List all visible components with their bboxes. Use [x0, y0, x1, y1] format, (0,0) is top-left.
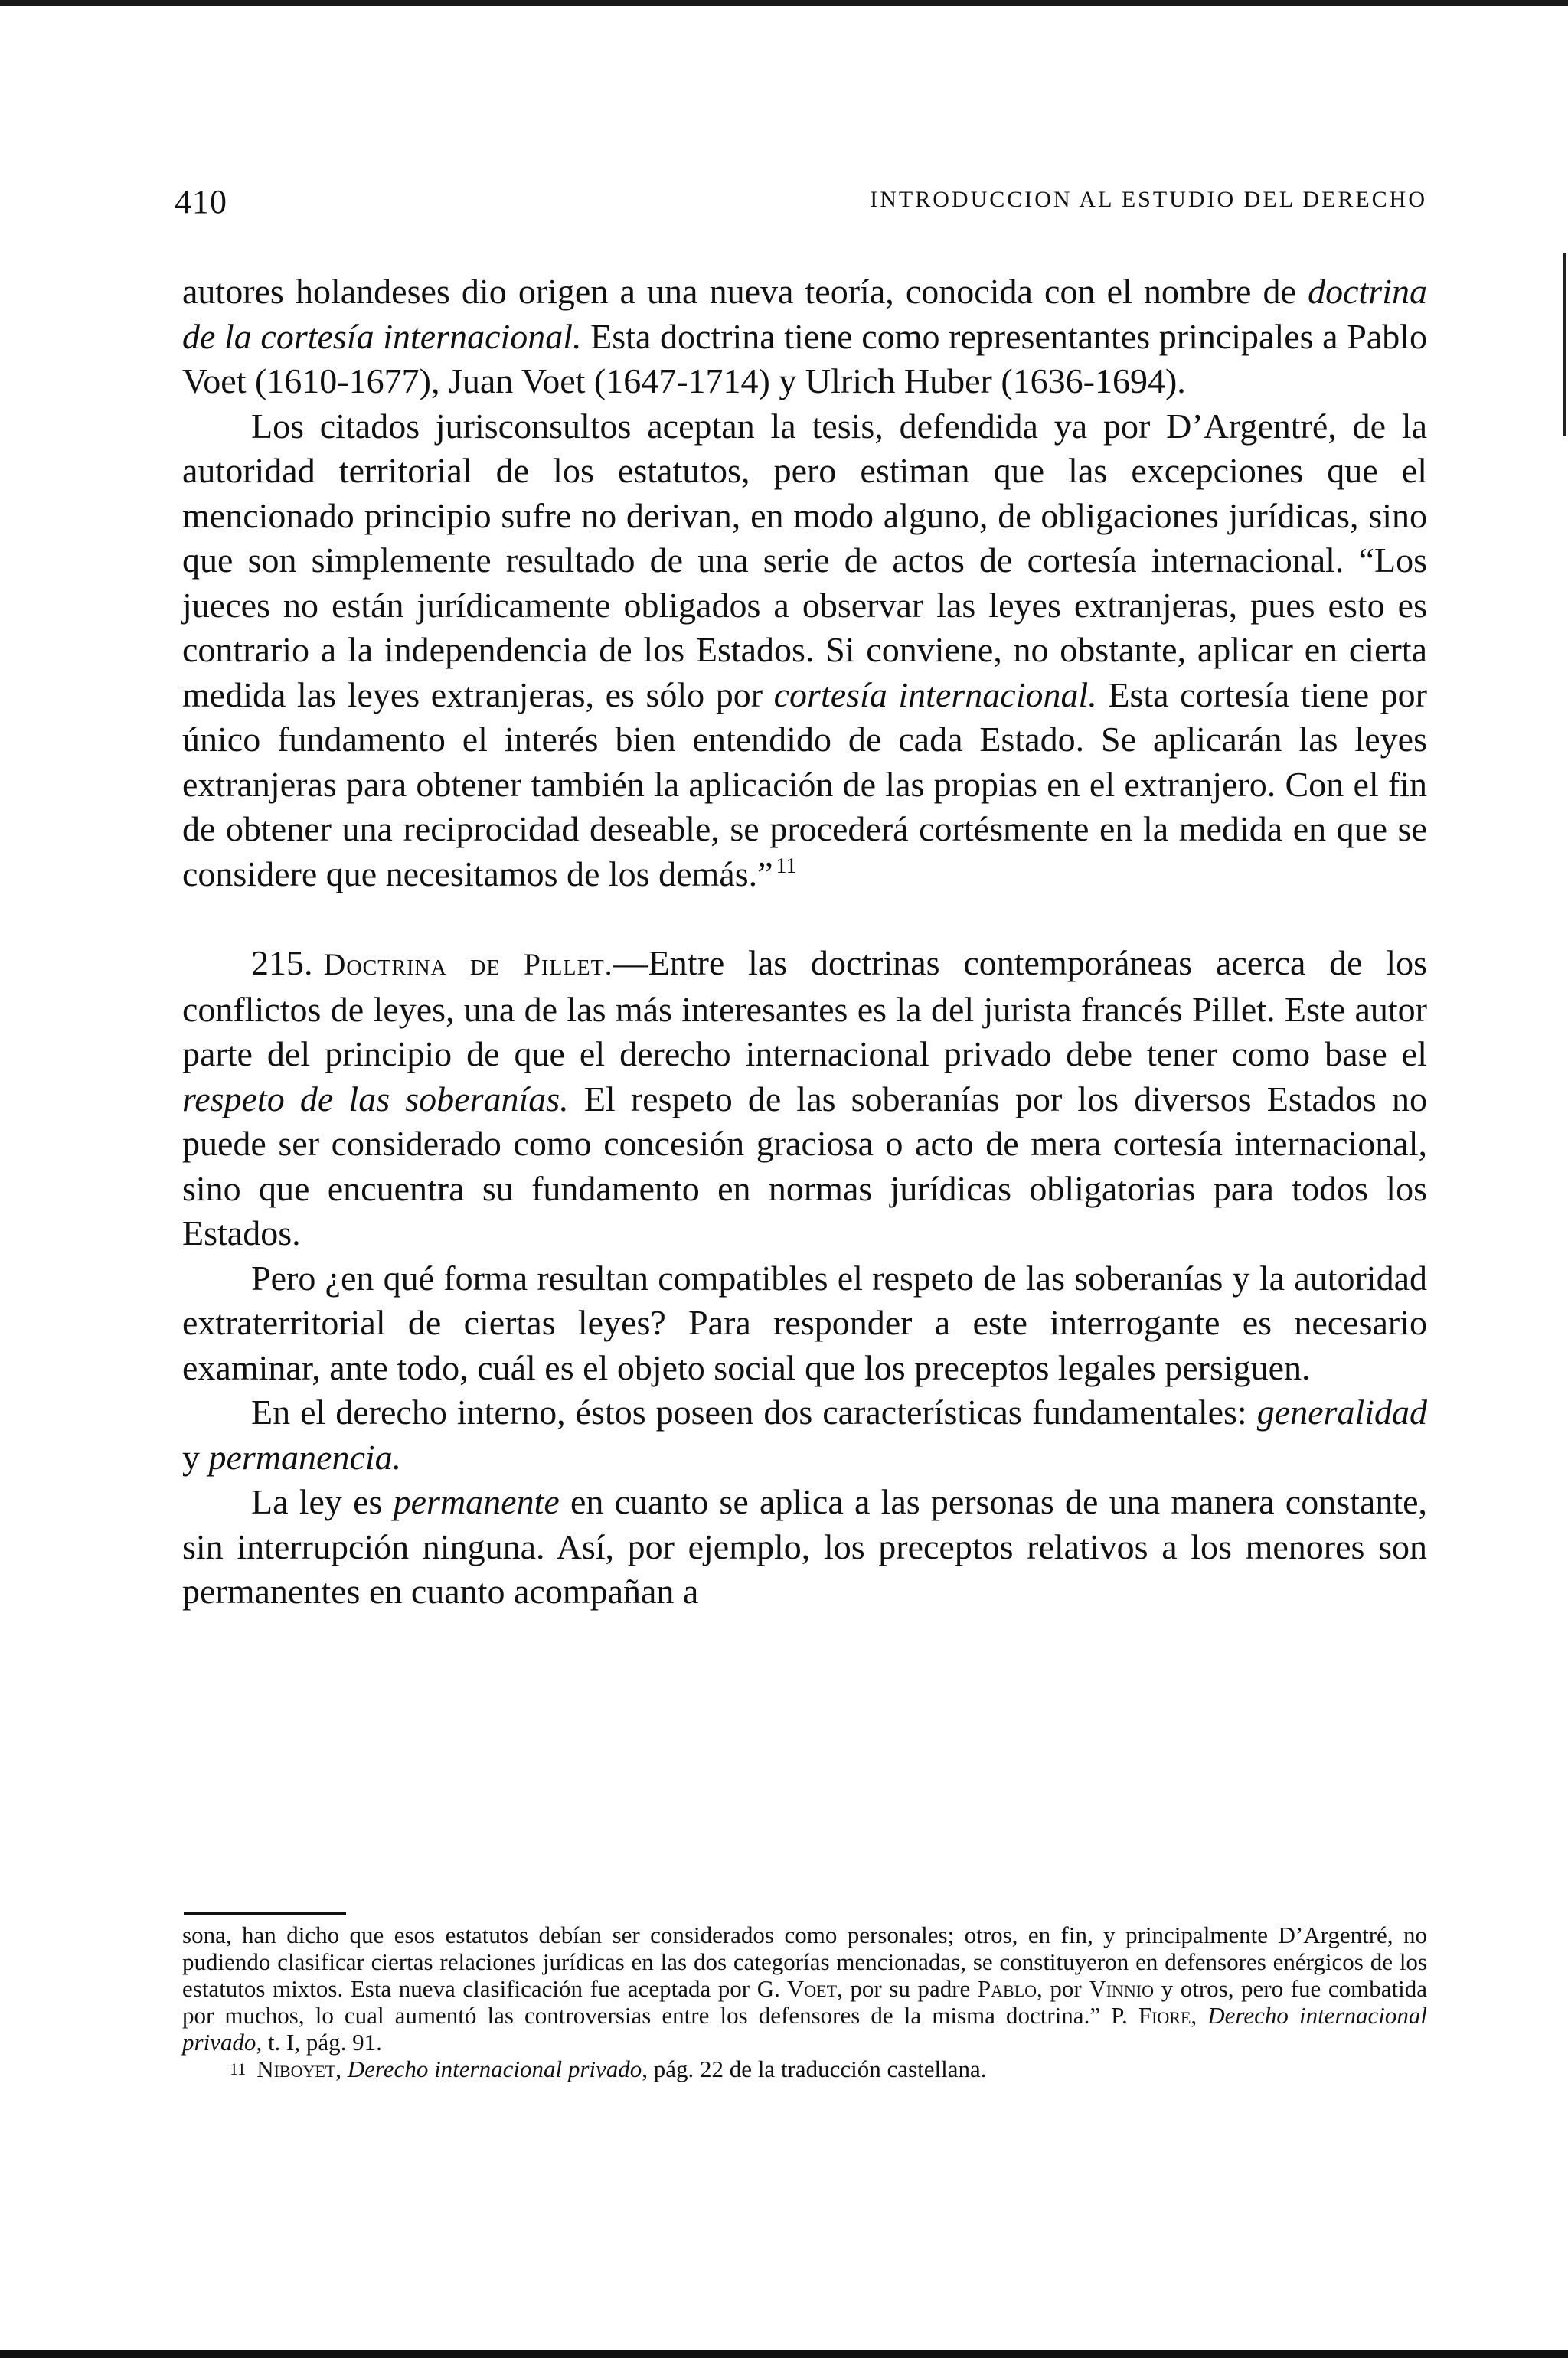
book-title: Derecho internacional privado [347, 2056, 642, 2082]
paragraph-compatibilidad: Pero ¿en qué forma resultan compatibles el respeto de las soberanías y la autoridad extraterritorial de ciertas leyes? Para responder a este interrogante es necesario examinar, ante todo, cuál es el objeto social que los preceptos legales persiguen. [182, 1258, 1427, 1387]
italic-term: respeto de las soberanías. [182, 1079, 569, 1118]
text-run: , t. I, pág. 91. [256, 2029, 382, 2056]
author-name: Vinnio [1089, 1975, 1155, 2002]
text-run: Esta cortesía tiene por único fundamento el interés bien entendido de cada Estado. Se aplicarán las leyes extranjeras para obtener también la aplicación de las propias en el extranjero. Con el fin de obtener una reciprocidad deseable, se procederá cortésmente en la medida en que se considere que necesitamos de los demás.” [182, 674, 1428, 893]
scan-bottom-edge [0, 2350, 1568, 2358]
author-name: Pablo [977, 1975, 1037, 2002]
text-run: , [335, 2056, 348, 2082]
italic-term: cortesía internacional. [773, 674, 1097, 714]
footnote-reference: 11 [776, 854, 797, 878]
footnote-number: 11 [230, 2059, 247, 2079]
page-header [175, 182, 1427, 220]
author-name: Fiore [1138, 2002, 1191, 2029]
page-number: 410 [175, 183, 227, 220]
italic-term: doctrina de la cortesía internacional. [182, 272, 1427, 356]
author-name: Niboyet [256, 2056, 336, 2082]
text-run: , por [1037, 1975, 1089, 2002]
text-run: , pág. 22 de la traducción castellana. [642, 2056, 987, 2082]
section-215 [182, 941, 1427, 1256]
text-run: sona, han dicho que esos estatutos debían ser considerados como personales; otros, en fin, y principalmente D’Argentré, no pudiendo clasificar ciertas relaciones jurídicas en las dos categorías mencionadas, se constituyeron en defensores enérgicos de los estatutos mixtos. Esta nueva clasificación fue aceptada por [182, 1922, 1427, 2002]
text-run: , por su padre [837, 1975, 978, 2002]
book-title: Derecho internacional privado [182, 2002, 1427, 2056]
italic-term: permanente [393, 1482, 560, 1521]
text-run: autores holandeses dio origen a una nueva teoría, conocida con el nombre de [182, 272, 1308, 311]
section-title: Doctrina de Pillet. [323, 947, 613, 981]
section-number: 215. [251, 943, 313, 982]
text-run: , [1191, 2002, 1208, 2029]
italic-term: permanencia. [208, 1437, 402, 1477]
author-name: G. Voet [756, 1975, 838, 2002]
text-run: en cuanto se aplica a las personas de una manera constante, sin interrupción ninguna. Así, por ejemplo, los preceptos relativos a los menores son permanentes en cuanto acompañan a [182, 1482, 1428, 1611]
footnotes [182, 1922, 1427, 2082]
footnote-11 [182, 2056, 1427, 2082]
text-run: Esta doctrina tiene como representantes principales a Pablo Voet (1610-1677), Juan Voet (1647-1714) y Ulrich Huber (1636-1694). [182, 316, 1427, 400]
scan-top-edge [0, 0, 1568, 6]
footnote-separator [184, 1912, 346, 1915]
text-run: —Entre las doctrinas contemporáneas acerca de los conflictos de leyes, una de las más interesantes es la del jurista francés Pillet. Este autor parte del principio de que el derecho internacional privado debe tener como base el [182, 943, 1427, 1073]
text-run: El respeto de las soberanías por los diversos Estados no puede ser considerado como concesión graciosa o acto de mera cortesía internacional, sino que encuentra su fundamento en normas jurídicas obligatorias para todos los Estados. [182, 1079, 1427, 1252]
italic-term: generalidad [1256, 1393, 1427, 1432]
text-run: La ley es [251, 1482, 394, 1521]
paragraph-jurisconsultos [182, 404, 1427, 897]
text-run: Los citados jurisconsultos aceptan la tesis, defendida ya por D’Argentré, de la autoridad territorial de los estatutos, pero estiman que las excepciones que el mencionado principio sufre no derivan, en modo alguno, de obligaciones jurídicas, sino que son simplemente resultado de una serie de actos de cortesía internacional. “Los jueces no están jurídicamente obligados a observar las leyes extranjeras, pues esto es contrario a la independencia de los Estados. Si conviene, no obstante, aplicar en cierta medida las leyes extranjeras, es sólo por [182, 406, 1427, 714]
footnote-continued [182, 1922, 1427, 2056]
scan-right-edge-mark [1563, 253, 1566, 436]
text-run: y [182, 1437, 209, 1477]
paragraph-caracteristicas [182, 1390, 1427, 1480]
main-text [182, 269, 1427, 1615]
running-head: INTRODUCCION AL ESTUDIO DEL DERECHO [870, 187, 1427, 212]
text-run: En el derecho interno, éstos poseen dos características fundamentales: [251, 1393, 1257, 1432]
paragraph-continuation [182, 269, 1427, 404]
text-run: y otros, pero fue combatida por muchos, lo cual aumentó las controversias entre los defensores de la misma doctrina.” P. [182, 1975, 1428, 2029]
paragraph-permanente [182, 1480, 1427, 1615]
